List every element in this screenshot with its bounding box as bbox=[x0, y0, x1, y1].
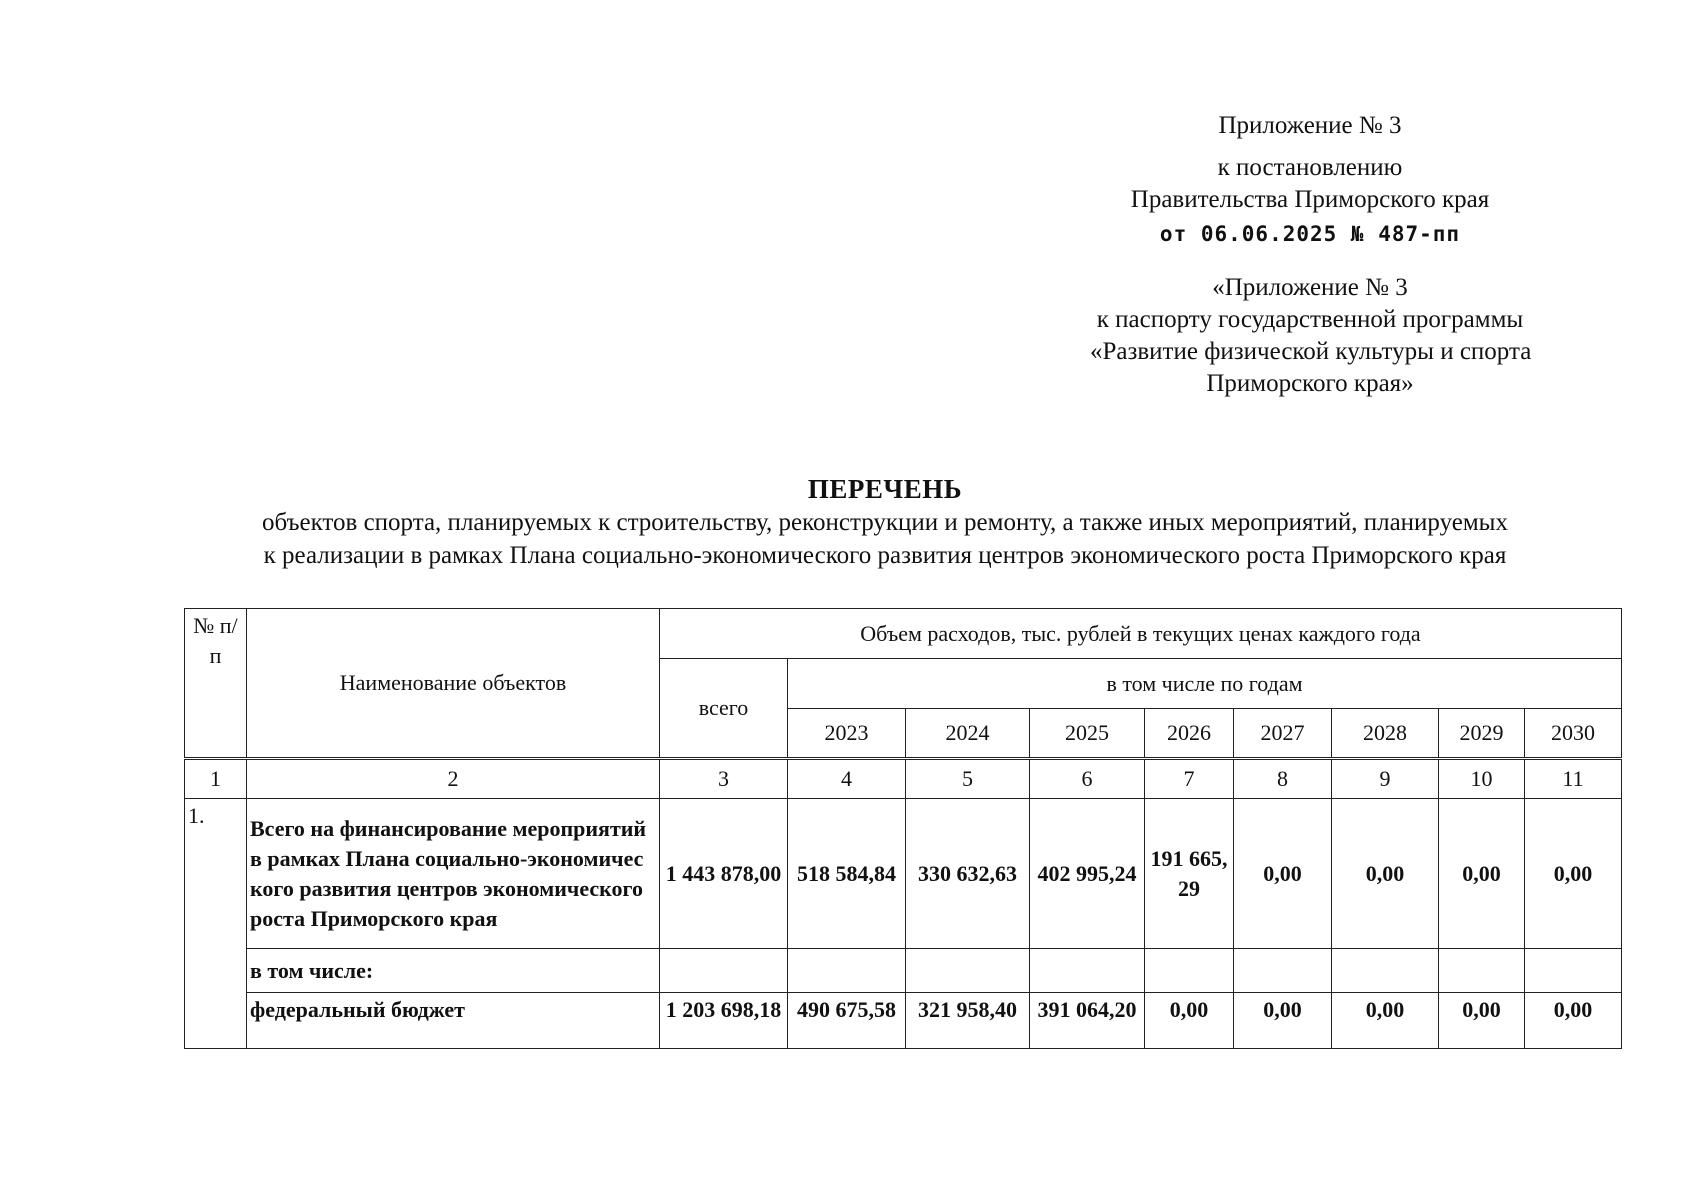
column-number: 5 bbox=[906, 759, 1030, 799]
appendix-passport: к паспорту государственной программы bbox=[1096, 306, 1524, 333]
row-value: 0,00 bbox=[1234, 799, 1332, 949]
header-year: 2024 bbox=[906, 709, 1030, 759]
header-year: 2029 bbox=[1439, 709, 1525, 759]
row-value bbox=[788, 949, 906, 993]
table-row bbox=[185, 799, 1622, 949]
column-number: 7 bbox=[1145, 759, 1234, 799]
row-name: в том числе: bbox=[247, 949, 660, 993]
row-value: 191 665,29 bbox=[1145, 799, 1234, 949]
column-number: 4 bbox=[788, 759, 906, 799]
row-value: 490 675,58 bbox=[788, 993, 906, 1049]
column-numbers-row bbox=[185, 759, 1622, 799]
appendix-program-region: Приморского края» bbox=[1206, 370, 1414, 397]
row-value bbox=[906, 949, 1030, 993]
column-number: 1 bbox=[185, 759, 247, 799]
appendix-to-decree: к постановлению bbox=[1217, 154, 1403, 181]
appendix-title: Приложение № 3 bbox=[1218, 112, 1402, 139]
row-value: 391 064,20 bbox=[1030, 993, 1145, 1049]
column-number: 8 bbox=[1234, 759, 1332, 799]
document-subtitle-line1: объектов спорта, планируемых к строительству, реконструкции и ремонту, а также иных мероприятий, планируемых bbox=[262, 509, 1508, 536]
row-value: 0,00 bbox=[1439, 993, 1525, 1049]
row-value: 1 443 878,00 bbox=[660, 799, 788, 949]
row-value: 1 203 698,18 bbox=[660, 993, 788, 1049]
row-value: 321 958,40 bbox=[906, 993, 1030, 1049]
row-value bbox=[1332, 949, 1439, 993]
appendix-program-name: «Развитие физической культуры и спорта bbox=[1090, 338, 1532, 365]
header-by-years: в том числе по годам bbox=[788, 659, 1622, 709]
header-num: № п/п bbox=[185, 609, 247, 759]
row-value bbox=[1439, 949, 1525, 993]
row-value: 402 995,24 bbox=[1030, 799, 1145, 949]
row-name: Всего на финансирование мероприятий в рамках Плана социально-экономического развития центров экономического роста Приморского края bbox=[247, 799, 660, 949]
header-year: 2030 bbox=[1525, 709, 1622, 759]
appendix-quote-title: «Приложение № 3 bbox=[1212, 274, 1408, 301]
column-number: 6 bbox=[1030, 759, 1145, 799]
column-number: 9 bbox=[1332, 759, 1439, 799]
table-row bbox=[185, 949, 1622, 993]
row-value: 0,00 bbox=[1145, 993, 1234, 1049]
column-number: 3 bbox=[660, 759, 788, 799]
row-name: федеральный бюджет bbox=[247, 993, 660, 1049]
row-value bbox=[1525, 949, 1622, 993]
expenses-table bbox=[184, 608, 1622, 1049]
appendix-government: Правительства Приморского края bbox=[1130, 186, 1490, 213]
column-number: 2 bbox=[247, 759, 660, 799]
header-year: 2023 bbox=[788, 709, 906, 759]
table-row bbox=[185, 993, 1622, 1049]
decree-stamp: от 06.06.2025 № 487-пп bbox=[1159, 222, 1461, 246]
row-value: 330 632,63 bbox=[906, 799, 1030, 949]
row-value bbox=[660, 949, 788, 993]
header-total: всего bbox=[660, 659, 788, 759]
row-value: 0,00 bbox=[1525, 799, 1622, 949]
header-year: 2025 bbox=[1030, 709, 1145, 759]
document-title: ПЕРЕЧЕНЬ bbox=[807, 474, 963, 504]
row-value: 0,00 bbox=[1525, 993, 1622, 1049]
document-heading bbox=[150, 472, 1620, 572]
header-row-1 bbox=[185, 609, 1622, 659]
header-year: 2028 bbox=[1332, 709, 1439, 759]
row-value: 0,00 bbox=[1439, 799, 1525, 949]
row-num: 1. bbox=[185, 799, 247, 1049]
header-name: Наименование объектов bbox=[247, 609, 660, 759]
column-number: 11 bbox=[1525, 759, 1622, 799]
row-value bbox=[1030, 949, 1145, 993]
header-year: 2027 bbox=[1234, 709, 1332, 759]
header-year: 2026 bbox=[1145, 709, 1234, 759]
header-expenses: Объем расходов, тыс. рублей в текущих ценах каждого года bbox=[660, 609, 1622, 659]
document-subtitle-line2: к реализации в рамках Плана социально-экономического развития центров экономического роста Приморского края bbox=[263, 542, 1507, 569]
column-number: 10 bbox=[1439, 759, 1525, 799]
row-value: 0,00 bbox=[1332, 993, 1439, 1049]
row-value bbox=[1145, 949, 1234, 993]
row-value: 0,00 bbox=[1234, 993, 1332, 1049]
row-value bbox=[1234, 949, 1332, 993]
row-value: 0,00 bbox=[1332, 799, 1439, 949]
row-value: 518 584,84 bbox=[788, 799, 906, 949]
appendix-header bbox=[1090, 110, 1530, 400]
